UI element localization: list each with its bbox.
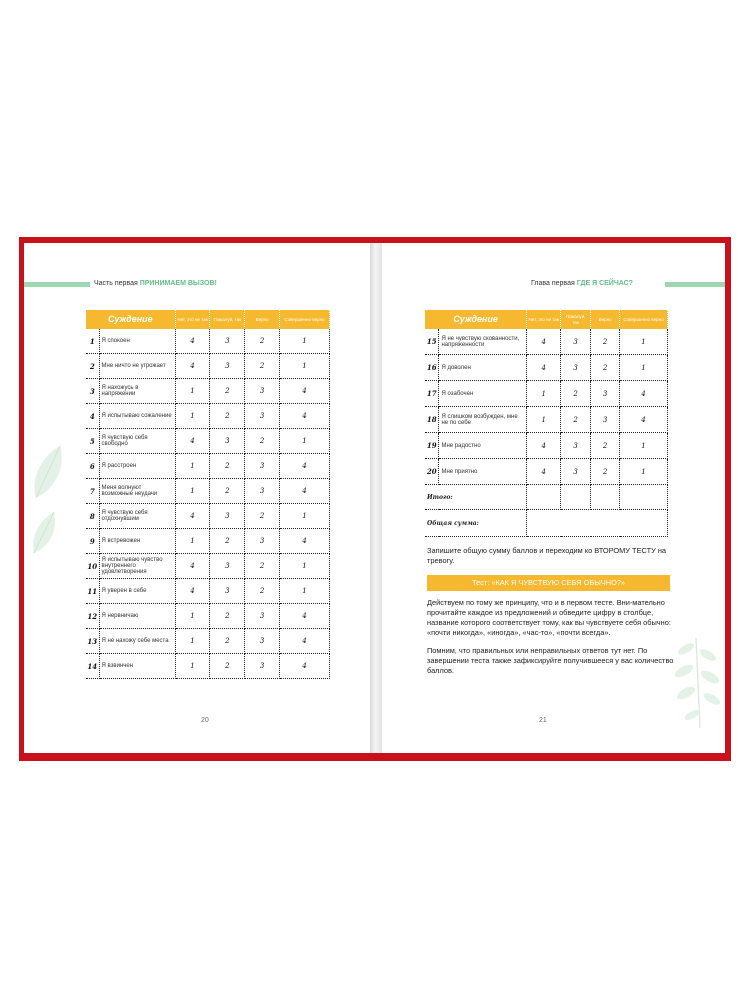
judgment-text: Я спокоен [99,329,175,354]
score-cell[interactable]: 1 [620,433,668,459]
score-cell[interactable]: 1 [620,329,668,355]
col-judgment: Суждение [86,310,175,329]
judgment-text: Я не чувствую скованности, напряженности [439,329,527,355]
score-cell[interactable]: 4 [175,579,210,604]
paragraph-2: Помним, что правильных или неправильных ответов тут нет. По завершении теста также зафиксируйте получившееся у вас количество баллов. [427,646,674,675]
score-cell[interactable]: 3 [245,479,280,504]
table-row [86,454,330,479]
score-cell[interactable]: 2 [210,479,245,504]
score-cell[interactable]: 4 [527,433,561,459]
row-number: 19 [425,433,439,459]
itogo-label: Итого: [425,485,527,510]
table-row [86,629,330,654]
col-judgment: Суждение [425,310,527,329]
judgment-text: Я взвинчен [99,654,175,679]
table-row [86,554,330,579]
score-cell[interactable]: 3 [210,429,245,454]
score-cell[interactable]: 2 [245,354,280,379]
score-cell[interactable]: 4 [175,354,210,379]
score-cell[interactable]: 2 [210,604,245,629]
col-header: Совершенно верно [279,310,329,329]
table-row [425,381,668,407]
score-cell[interactable]: 4 [279,379,329,404]
right-header [531,280,633,287]
score-cell[interactable]: 2 [245,554,280,579]
score-cell[interactable]: 3 [561,459,591,485]
score-cell[interactable]: 1 [175,529,210,554]
score-cell[interactable]: 1 [175,404,210,429]
score-cell[interactable]: 4 [620,381,668,407]
score-cell[interactable]: 2 [591,433,620,459]
table-header [425,310,668,329]
row-number: 14 [86,654,99,679]
score-cell[interactable]: 3 [210,579,245,604]
score-cell[interactable]: 2 [591,355,620,381]
score-cell[interactable]: 4 [175,329,210,354]
row-number: 20 [425,459,439,485]
score-cell[interactable]: 1 [620,355,668,381]
right-page [382,243,725,753]
score-cell[interactable]: 4 [620,407,668,433]
header-highlight: ПРИНИМАЕМ ВЫЗОВ! [139,280,217,287]
row-number: 2 [86,354,99,379]
row-number: 6 [86,454,99,479]
score-cell[interactable]: 1 [527,407,561,433]
col-header: Пожалуй, так [210,310,245,329]
score-cell[interactable]: 1 [527,381,561,407]
score-cell[interactable]: 2 [210,654,245,679]
score-cell[interactable]: 3 [210,554,245,579]
score-cell[interactable]: 3 [245,379,280,404]
table-row [425,407,668,433]
judgment-text: Мне радостно [439,433,527,459]
score-cell[interactable]: 2 [210,379,245,404]
score-cell[interactable]: 3 [245,454,280,479]
score-cell[interactable]: 4 [279,404,329,429]
row-number: 11 [86,579,99,604]
score-cell[interactable]: 4 [527,459,561,485]
table-row [86,479,330,504]
score-cell[interactable]: 3 [245,654,280,679]
table-row [86,579,330,604]
score-cell[interactable]: 2 [245,429,280,454]
score-cell[interactable]: 3 [210,329,245,354]
score-cell[interactable]: 3 [210,504,245,529]
table-row [86,604,330,629]
score-cell[interactable]: 2 [245,504,280,529]
total-label: Общая сумма: [425,510,527,537]
score-cell[interactable]: 3 [561,433,591,459]
header-prefix: Часть первая [94,280,140,287]
table-row [86,379,330,404]
judgment-text: Я чувствую себя отдохнувшим [99,504,175,529]
score-cell[interactable]: 1 [175,654,210,679]
judgment-text: Я озабочен [439,381,527,407]
score-cell[interactable]: 2 [245,329,280,354]
score-cell[interactable]: 4 [527,329,561,355]
score-cell[interactable]: 4 [279,604,329,629]
score-cell[interactable]: 3 [591,381,620,407]
row-number: 13 [86,629,99,654]
table-row [86,329,330,354]
col-header: Верно [245,310,280,329]
score-cell[interactable]: 3 [245,604,280,629]
score-cell[interactable]: 2 [210,529,245,554]
score-cell[interactable]: 4 [279,454,329,479]
table-row [86,429,330,454]
judgment-table [425,310,668,537]
itogo-cell[interactable] [561,485,591,510]
score-cell[interactable]: 3 [561,329,591,355]
judgment-text: Я чувствую себя свободно [99,429,175,454]
score-cell[interactable]: 3 [561,355,591,381]
left-header [94,280,217,287]
score-cell[interactable]: 2 [210,404,245,429]
page-number: 21 [539,717,547,724]
score-cell[interactable]: 4 [527,355,561,381]
table-row [425,329,668,355]
score-cell[interactable]: 1 [279,329,329,354]
col-header: Пожалуй, так [561,310,591,329]
score-cell[interactable]: 2 [591,459,620,485]
score-cell[interactable]: 2 [591,329,620,355]
score-cell[interactable]: 3 [245,629,280,654]
total-row [425,510,668,537]
score-cell[interactable]: 1 [279,429,329,454]
score-cell[interactable]: 1 [279,354,329,379]
score-cell[interactable]: 1 [175,479,210,504]
score-cell[interactable]: 2 [561,381,591,407]
score-cell[interactable]: 2 [210,629,245,654]
score-cell[interactable]: 4 [279,629,329,654]
judgment-text: Я доволен [439,355,527,381]
judgment-text: Я не нахожу себе места [99,629,175,654]
row-number: 8 [86,504,99,529]
leaf-decoration-icon [28,438,68,558]
leaf-decoration-icon [670,633,722,733]
book-spread [19,237,731,761]
col-header: Нет, это не так [175,310,210,329]
total-cell[interactable] [527,510,668,537]
judgment-text: Мне приятно [439,459,527,485]
row-number: 15 [425,329,439,355]
instruction-text: Запишите общую сумму баллов и переходим ко ВТОРОМУ ТЕСТУ на тревогу. [427,546,667,565]
score-cell[interactable]: 2 [245,579,280,604]
table-row [86,654,330,679]
score-cell[interactable]: 4 [175,504,210,529]
score-cell[interactable]: 1 [175,604,210,629]
row-number: 1 [86,329,99,354]
judgment-text: Я слишком возбужден, мне не по себе [439,407,527,433]
score-cell[interactable]: 1 [620,459,668,485]
score-cell[interactable]: 3 [591,407,620,433]
score-cell[interactable]: 4 [279,654,329,679]
header-bar [665,282,725,287]
table-row [425,433,668,459]
table-row [86,504,330,529]
col-header: Совершенно верно [620,310,668,329]
table-row [425,459,668,485]
row-number: 17 [425,381,439,407]
score-cell[interactable]: 1 [279,504,329,529]
paragraph-1: Действуем по тому же принципу, что и в первом тесте. Вни-мательно прочитайте каждое из предложений и обведите цифру в столбце, название которого соответствует тому, как вы чувствуете себя обычно: «почти никогда», «иногда», «час-то», «почти всегда». [427,598,671,637]
judgment-text: Я встревожен [99,529,175,554]
score-cell[interactable]: 1 [279,554,329,579]
row-number: 12 [86,604,99,629]
row-number: 7 [86,479,99,504]
score-cell[interactable]: 1 [175,454,210,479]
row-number: 4 [86,404,99,429]
row-number: 9 [86,529,99,554]
score-cell[interactable]: 3 [245,529,280,554]
judgment-text: Я нахожусь в напряжении [99,379,175,404]
row-number: 10 [86,554,99,579]
score-cell[interactable]: 1 [175,629,210,654]
score-cell[interactable]: 1 [279,579,329,604]
header-prefix: Глава первая [531,280,577,287]
table-row [86,529,330,554]
score-cell[interactable]: 2 [561,407,591,433]
test-banner: Тест: «КАК Я ЧУВСТВУЮ СЕБЯ ОБЫЧНО?» [427,575,670,591]
score-cell[interactable]: 3 [210,354,245,379]
itogo-cell[interactable] [527,485,561,510]
table-header [86,310,330,329]
table-row [86,404,330,429]
row-number: 3 [86,379,99,404]
score-cell[interactable]: 4 [279,529,329,554]
row-number: 5 [86,429,99,454]
score-cell[interactable]: 3 [245,404,280,429]
score-cell[interactable]: 2 [210,454,245,479]
col-header: Нет, это не так [527,310,561,329]
score-cell[interactable]: 1 [175,379,210,404]
page-number: 20 [201,717,209,724]
row-number: 18 [425,407,439,433]
judgment-text: Я нервничаю [99,604,175,629]
judgment-text: Мне ничто не угрожает [99,354,175,379]
score-cell[interactable]: 4 [175,554,210,579]
judgment-table [86,310,330,679]
table-row [86,354,330,379]
judgment-text: Я уверен в себе [99,579,175,604]
itogo-row [425,485,668,510]
itogo-cell[interactable] [591,485,620,510]
itogo-cell[interactable] [620,485,668,510]
header-highlight: ГДЕ Я СЕЙЧАС? [576,280,633,287]
score-cell[interactable]: 4 [175,429,210,454]
row-number: 16 [425,355,439,381]
score-cell[interactable]: 4 [279,479,329,504]
left-page [24,243,370,753]
judgment-text: Я испытываю сожаление [99,404,175,429]
header-bar [24,282,90,287]
table-row [425,355,668,381]
judgment-text: Я испытываю чувство внутреннего удовлетворения [99,554,175,579]
book-gutter [370,243,382,753]
judgment-text: Я расстроен [99,454,175,479]
judgment-text: Меня волнуют возможные неудачи [99,479,175,504]
col-header: Верно [591,310,620,329]
